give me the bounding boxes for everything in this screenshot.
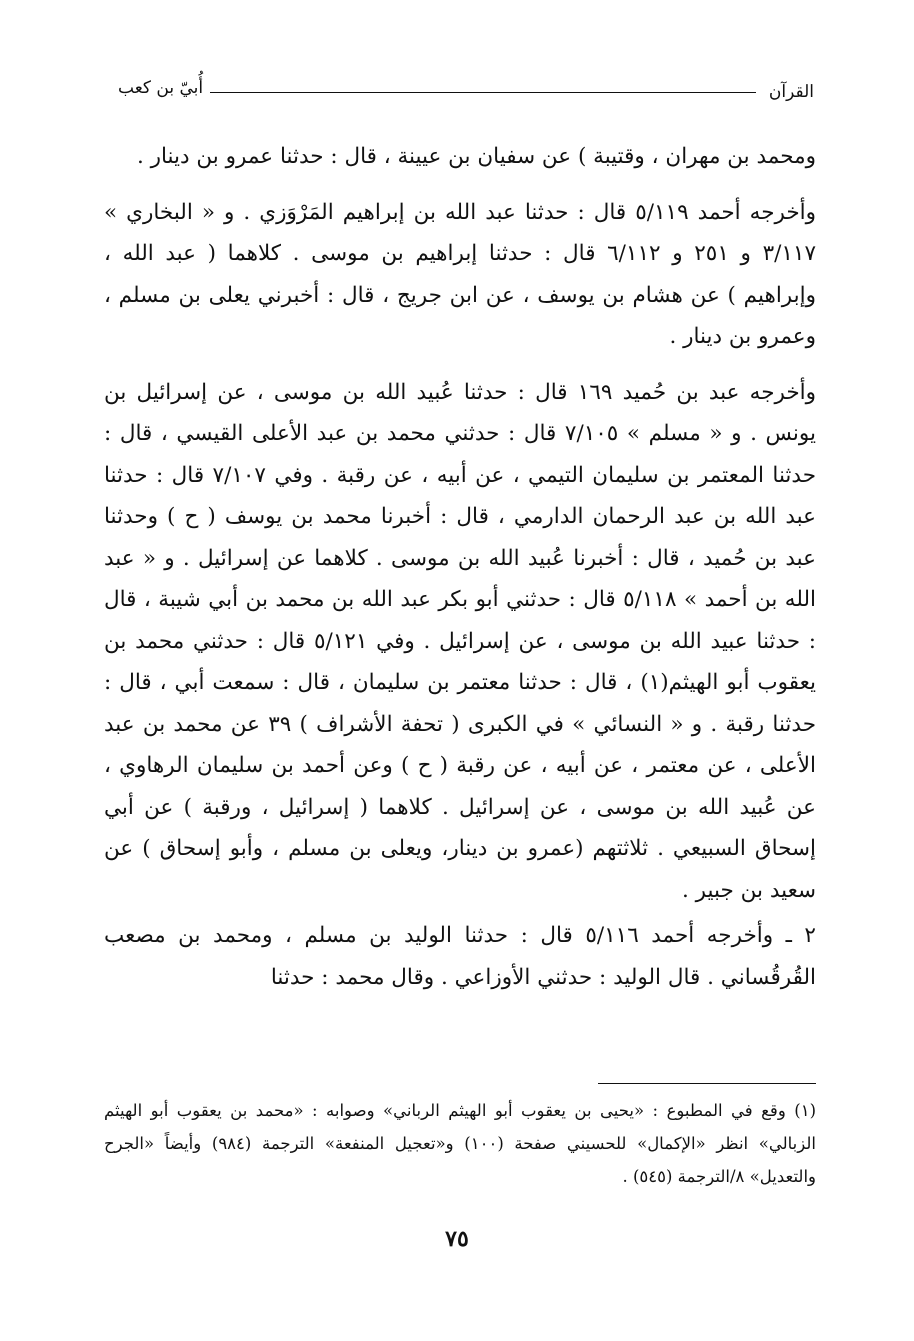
footnotes bbox=[104, 1094, 816, 1193]
running-header bbox=[118, 78, 814, 110]
header-section-title: القرآن bbox=[768, 82, 814, 102]
paragraph: وأخرجه عبد بن حُميد ١٦٩ قال : حدثنا عُبيد الله بن موسى ، عن إسرائيل بن يونس . و « مسلم » ٧/١٠٥ قال : حدثني محمد بن عبد الأعلى القيسي ، قال : حدثنا المعتمر بن سليمان التيمي ، عن أبيه ، عن رقبة . وفي ٧/١٠٧ قال : حدثنا عبد الله بن عبد الرحمان الدارمي ، قال : أخبرنا محمد بن يوسف ( ح ) وحدثنا عبد بن حُميد ، قال : أخبرنا عُبيد الله بن موسى . كلاهما عن إسرائيل . و « عبد الله بن أحمد » ٥/١١٨ قال : حدثني أبو بكر عبد الله بن محمد بن أبي شيبة ، قال : حدثنا عبيد الله بن موسى ، عن إسرائيل . وفي ٥/١٢١ قال : حدثني محمد بن يعقوب أبو الهيثم(١) ، قال : حدثنا معتمر بن سليمان ، قال : سمعت أبي ، قال : حدثنا رقبة . و « النسائي » في الكبرى ( تحفة الأشراف ) ٣٩ عن محمد بن عبد الأعلى ، عن معتمر ، عن أبيه ، عن رقبة ( ح ) وعن أحمد بن سليمان الرهاوي ، عن عُبيد الله بن موسى ، عن إسرائيل . كلاهما ( إسرائيل ، ورقبة ) عن أبي إسحاق السبيعي . ثلاثتهم (عمرو بن دينار، ويعلى بن مسلم ، وأبو إسحاق ) عن سعيد بن جبير . bbox=[104, 379, 817, 903]
page-number-wrap bbox=[0, 1226, 914, 1252]
main-text bbox=[104, 136, 816, 998]
paragraph: ٢ ـ وأخرجه أحمد ٥/١١٦ قال : حدثنا الوليد بن مسلم ، ومحمد بن مصعب القُرقُساني . قال الوليد : حدثني الأوزاعي . وقال محمد : حدثنا bbox=[104, 923, 816, 990]
footnote-separator bbox=[598, 1083, 816, 1084]
header-chapter-title: أُبيّ بن كعب bbox=[118, 78, 204, 98]
paragraph: ومحمد بن مهران ، وقتيبة ) عن سفيان بن عيينة ، قال : حدثنا عمرو بن دينار . bbox=[136, 144, 816, 169]
header-rule bbox=[210, 92, 756, 93]
page-number: ٧٥ bbox=[445, 1226, 469, 1252]
footnote: (١) وقع في المطبوع : «يحيى بن يعقوب أبو الهيثم الرباني» وصوابه : «محمد بن يعقوب أبو الهيثم الزبالي» انظر «الإكمال» للحسيني صفحة (١٠٠) و«تعجيل المنفعة» الترجمة (٩٨٤) وأيضاً «الجرح والتعديل» ٨/الترجمة (٥٤٥) . bbox=[104, 1101, 816, 1186]
paragraph: وأخرجه أحمد ٥/١١٩ قال : حدثنا عبد الله بن إبراهيم المَرْوَزي . و « البخاري » ٣/١١٧ و ٢٥١ و ٦/١١٢ قال : حدثنا إبراهيم بن موسى . كلاهما ( عبد الله ، وإبراهيم ) عن هشام بن يوسف ، عن ابن جريج ، قال : أخبرني يعلى بن مسلم ، وعمرو بن دينار . bbox=[104, 199, 816, 349]
